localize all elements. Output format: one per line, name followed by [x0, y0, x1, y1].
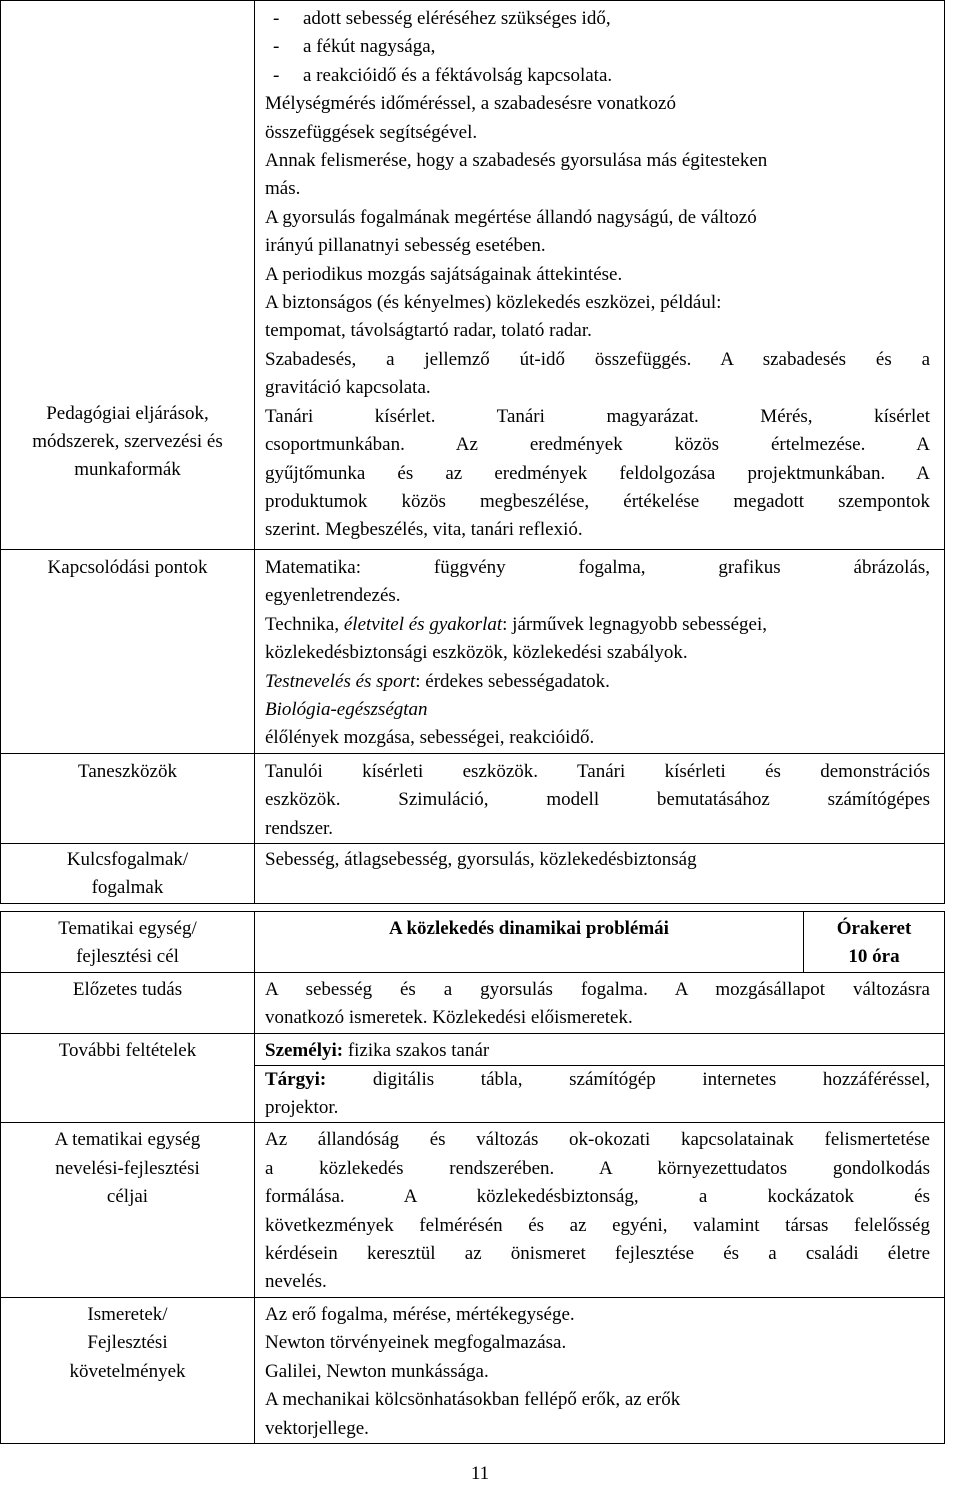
row-label: Előzetes tudás [72, 978, 183, 1000]
text-line: Sebesség, átlagsebesség, gyorsulás, közlekedésbiztonság [265, 849, 697, 871]
label-cell [1, 1297, 255, 1443]
content-cell [255, 844, 945, 904]
row-tovabbi-feltetelek [1, 1033, 945, 1123]
row-taneszkozok [1, 753, 945, 843]
text-line: Annak felismerése, hogy a szabadesés gyorsulása más égitesteken [265, 150, 768, 172]
dash-item: - adott sebesség eléréséhez szükséges idő, [273, 8, 611, 29]
content-cell [255, 753, 945, 843]
text-line: Az állandóság és változás ok-okozati kapcsolatainak felismertetése [265, 1129, 930, 1151]
row-label: Taneszközök [78, 760, 177, 782]
text-line: Szabadesés, a jellemző út-idő összefüggés. A szabadesés és a [265, 348, 930, 370]
orakeret-label: Órakeret [836, 918, 912, 939]
text-line: Biológia-egészségtan [265, 699, 428, 721]
text-line: kérdésein keresztül az önismeret fejlesztése és a családi életre [265, 1243, 930, 1265]
text-line: A mechanikai kölcsönhatásokban fellépő erők, az erők [265, 1389, 681, 1411]
label-cell [1, 753, 255, 843]
page-number: 11 [470, 1463, 490, 1484]
content-cell [255, 1297, 945, 1443]
text-line: eszközök. Szimuláció, modell bemutatásához számítógépes [265, 789, 930, 811]
row-label: Kapcsolódási pontok [47, 557, 208, 578]
label-cell [1, 1123, 255, 1297]
text-line: gravitáció kapcsolata. [265, 377, 431, 399]
text-line: élőlények mozgása, sebességei, reakcióidő. [265, 727, 595, 749]
text-line: Az erő fogalma, mérése, mértékegysége. [265, 1303, 575, 1325]
text-line: rendszer. [265, 817, 334, 839]
row-label: fejlesztési cél [76, 946, 179, 968]
row-pedagogiai-eljarasok [1, 1, 945, 550]
text-line: Newton törvényeinek megfogalmazása. [265, 1332, 567, 1354]
header-inner [255, 912, 944, 972]
label-cell [1, 844, 255, 904]
row-label: nevelési-fejlesztési [55, 1157, 200, 1179]
text-line: Tanulói kísérleti eszközök. Tanári kísérleti és demonstrációs [265, 760, 930, 782]
content-cell [255, 1, 945, 550]
text-line: formálása. A közlekedésbiztonság, a kockázatok és [265, 1186, 930, 1208]
text-line: produktumok közös megbeszélése, értékelése megadott szempontok [265, 490, 930, 512]
label-cell [1, 1033, 255, 1123]
text-line: a közlekedés rendszerében. A környezettudatos gondolkodás [265, 1157, 930, 1179]
row-kulcsfogalmak [1, 844, 945, 904]
row-label: A tematikai egység [54, 1129, 201, 1151]
row-ismeretek [1, 1297, 945, 1443]
text-line: közlekedésbiztonsági eszközök, közlekedési szabályok. [265, 642, 688, 664]
text-line: Mélységmérés időméréssel, a szabadesésre vonatkozó [265, 93, 676, 115]
text-line: Testnevelés és sport: érdekes sebességadatok. [265, 670, 610, 692]
text-line: A biztonságos (és kényelmes) közlekedés eszközei, például: [265, 292, 722, 314]
text-line: projektor. [265, 1097, 339, 1119]
targyi-block [255, 1066, 944, 1123]
row-label: Ismeretek/ [87, 1303, 168, 1325]
text-line: csoportmunkában. Az eredmények közös értelmezése. A [265, 434, 930, 456]
content-cell [255, 1123, 945, 1297]
label-cell [1, 550, 255, 754]
text-line: A sebesség és a gyorsulás fogalma. A mozgásállapot változásra [265, 978, 930, 1000]
row-label: Kulcsfogalmak/ [66, 849, 189, 871]
text-line: gyűjtőmunka és az eredmények feldolgozása projektmunkában. A [265, 462, 930, 484]
text-line: Technika, életvitel és gyakorlat: járművek legnagyobb sebességei, [265, 613, 768, 635]
row-tematikai-egyseg [1, 912, 945, 973]
text-line: nevelés. [265, 1271, 327, 1293]
szemelyi-line: Személyi: fizika szakos tanár [255, 1034, 944, 1066]
label-cell [1, 1, 255, 550]
text-line: összefüggések segítségével. [265, 121, 478, 143]
text-line: Tárgyi: digitális tábla, számítógép internetes hozzáféréssel, [265, 1068, 930, 1090]
orakeret-cell [804, 912, 945, 972]
dash-item: - a reakcióidő és a féktávolság kapcsolata. [273, 64, 613, 86]
text-line: A periodikus mozgás sajátságainak áttekintése. [265, 263, 623, 285]
lower-table [0, 911, 945, 1444]
text-line: tempomat, távolságtartó radar, tolató radar. [265, 320, 592, 342]
row-celjai [1, 1123, 945, 1297]
row-label: Tematikai egység/ [58, 918, 197, 939]
text-line: szerint. Megbeszélés, vita, tanári reflexió. [265, 519, 583, 541]
row-elozetes-tudas [1, 972, 945, 1033]
row-label: fogalmak [91, 877, 164, 899]
text-line: irányú pillanatnyi sebesség esetében. [265, 235, 546, 257]
dash-item: - a fékút nagysága, [273, 36, 436, 58]
text-line: Galilei, Newton munkássága. [265, 1360, 489, 1382]
content-cell [255, 550, 945, 754]
row-label: Pedagógiai eljárások, módszerek, szervezési és munkaformák [32, 403, 223, 480]
text-line: más. [265, 178, 301, 200]
text-line: vektorjellege. [265, 1417, 369, 1439]
label-cell [1, 972, 255, 1033]
row-label: céljai [106, 1186, 149, 1208]
row-label: követelmények [69, 1360, 186, 1382]
row-label: Fejlesztési [87, 1332, 168, 1354]
unit-title: A közlekedés dinamikai problémái [389, 918, 669, 939]
row-label: További feltételek [58, 1039, 197, 1061]
text-line: Matematika: függvény fogalma, grafikus ábrázolás, [265, 557, 930, 578]
text-line: Tanári kísérlet. Tanári magyarázat. Mérés, kísérlet [265, 405, 930, 427]
label-cell [1, 912, 255, 973]
text-line: egyenletrendezés. [265, 585, 401, 607]
content-cell [255, 972, 945, 1033]
content-cell [255, 1033, 945, 1123]
header-content-cell [255, 912, 945, 973]
orakeret-value: 10 óra [848, 946, 900, 968]
text-line: vonatkozó ismeretek. Közlekedési előismeretek. [265, 1007, 633, 1029]
text-line: következmények felmérésén és az egyéni, valamint társas felelősség [265, 1214, 930, 1236]
text-line: A gyorsulás fogalmának megértése állandó nagyságú, de változó [265, 206, 757, 228]
row-kapcsolodasi-pontok [1, 550, 945, 754]
